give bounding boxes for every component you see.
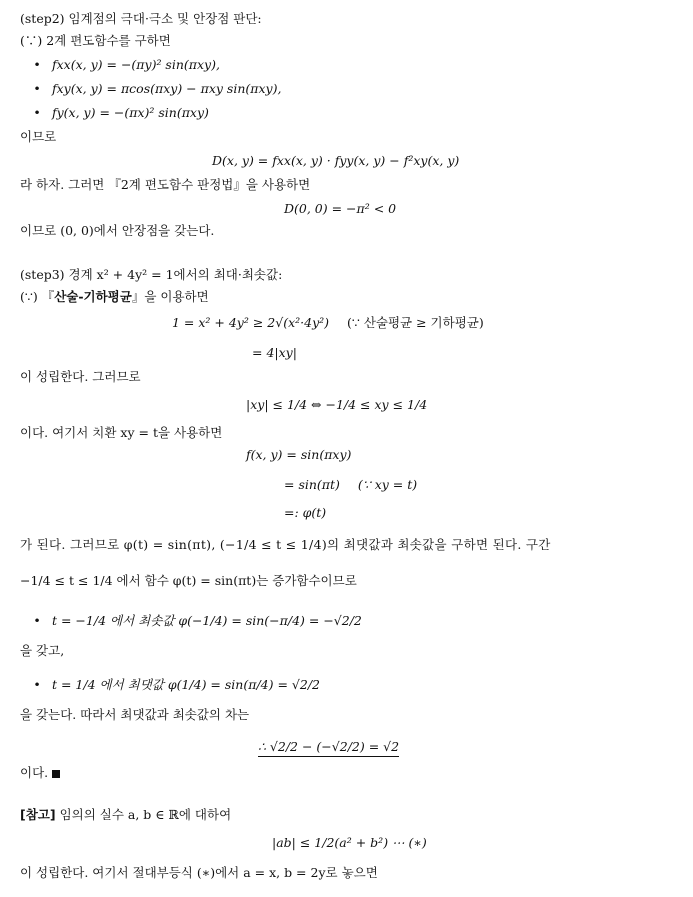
- max-text: t = 1/4 에서 최댓값 φ(1/4) = sin(π/4) = √2/2: [51, 677, 320, 692]
- f-line2: [284, 476, 417, 494]
- fxy-item: [26, 80, 281, 98]
- max-item: [26, 676, 320, 694]
- D-value: D(0, 0) = −π² < 0: [284, 201, 397, 216]
- note-last: 이 성립한다. 여기서 절대부등식 (∗)에서 a = x, b = 2y로 놓으면: [20, 865, 378, 880]
- fyy-item: [26, 104, 209, 122]
- note-heading: [참고]: [20, 807, 56, 822]
- step3-intro: [20, 288, 209, 306]
- end-text: [20, 764, 60, 782]
- am-gm-note: (∵ 산술평균 ≥ 기하평균): [347, 315, 484, 330]
- min-item: [26, 612, 362, 630]
- note-line: [20, 806, 231, 824]
- holds-text: 이 성립한다. 그러므로: [20, 369, 141, 384]
- am-gm-line2: = 4|xy|: [252, 345, 297, 360]
- fyy-text: fy(x, y) = −(πx)² sin(πxy): [51, 105, 209, 120]
- bound-formula: |xy| ≤ 1/4 ⇔ −1/4 ≤ xy ≤ 1/4: [246, 397, 428, 412]
- bullet-icon: •: [33, 613, 41, 628]
- am-gm-formula: 1 = x² + 4y² ≥ 2√(x²·4y²): [172, 315, 330, 330]
- qed-square-icon: [52, 770, 60, 778]
- bullet-icon: •: [33, 105, 41, 120]
- diff-text: 을 갖는다. 따라서 최댓값과 최솟값의 차는: [20, 707, 250, 722]
- fxx-text: fxx(x, y) = −(πy)² sin(πxy),: [51, 57, 220, 72]
- note-intro: 임의의 실수 a, b ∈ ℝ에 대하여: [59, 807, 232, 822]
- answer-text: ∴ √2/2 − (−√2/2) = √2: [258, 739, 399, 757]
- am-gm-bold: 산술-기하평균: [54, 289, 132, 304]
- fxy-text: fxy(x, y) = πcos(πxy) − πxy sin(πxy),: [51, 81, 282, 96]
- intro-prefix: (∵) 『: [20, 289, 55, 304]
- f-line1: f(x, y) = sin(πxy): [246, 447, 352, 462]
- has-text: 을 갖고,: [20, 643, 65, 658]
- D-formula: D(x, y) = fxx(x, y) · fyy(x, y) − f²xy(x, y): [212, 153, 460, 168]
- step2-intro: (∵) 2계 편도함수를 구하면: [20, 33, 171, 48]
- bullet-icon: •: [33, 57, 41, 72]
- note-inequality: |ab| ≤ 1/2(a² + b²) ⋯ (∗): [272, 835, 427, 850]
- intro-suffix: 』을 이용하면: [131, 289, 209, 304]
- f-line2-formula: = sin(πt): [284, 477, 340, 492]
- f-line2-note: (∵ xy = t): [357, 477, 418, 492]
- step2-heading: (step2) 임계점의 극대·극소 및 안장점 판단:: [20, 11, 262, 26]
- end-label: 이다.: [20, 765, 49, 780]
- am-gm-line1: [172, 314, 484, 332]
- answer-formula: [258, 738, 399, 756]
- min-text: t = −1/4 에서 최솟값 φ(−1/4) = sin(−π/4) = −√2/2: [51, 613, 362, 628]
- then-text: 라 하자. 그러면 『2계 편도함수 판정법』을 사용하면: [20, 177, 311, 192]
- bullet-icon: •: [33, 677, 41, 692]
- para-a: 가 된다. 그러므로 φ(t) = sin(πt), (−1/4 ≤ t ≤ 1/4)의 최댓값과 최솟값을 구하면 된다. 구간: [20, 537, 551, 552]
- para-b: −1/4 ≤ t ≤ 1/4 에서 함수 φ(t) = sin(πt)는 증가함수이므로: [20, 573, 357, 588]
- substitution-text: 이다. 여기서 치환 xy = t을 사용하면: [20, 425, 223, 440]
- fxx-item: [26, 56, 220, 74]
- step3-heading: (step3) 경계 x² + 4y² = 1에서의 최대·최솟값:: [20, 267, 283, 282]
- therefore-text: 이므로: [20, 129, 57, 144]
- bullet-icon: •: [33, 81, 41, 96]
- f-line3: =: φ(t): [284, 505, 327, 520]
- step2-conclusion: 이므로 (0, 0)에서 안장점을 갖는다.: [20, 223, 215, 238]
